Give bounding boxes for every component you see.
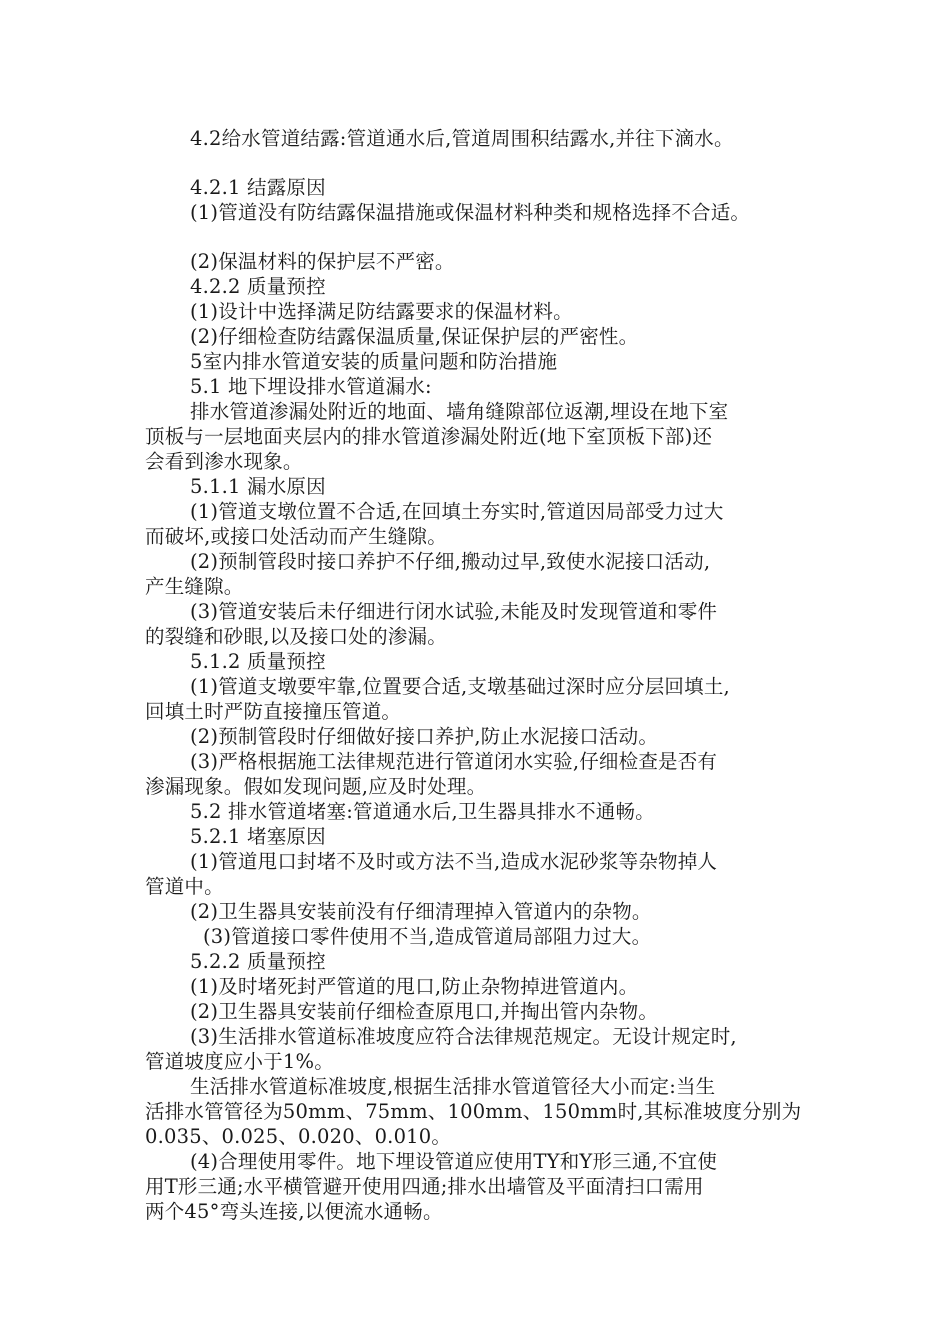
paragraph-line: (2)卫生器具安装前仔细检查原甩口,并掏出管内杂物。: [190, 1000, 659, 1023]
section-5-1-1-heading: 5.1.1 漏水原因: [190, 475, 326, 498]
paragraph-line: (2)保温材料的保护层不严密。: [190, 250, 455, 273]
section-5-1-2-heading: 5.1.2 质量预控: [190, 650, 326, 673]
paragraph-line: 会看到渗水现象。: [145, 450, 303, 473]
paragraph-line: (2)预制管段时接口养护不仔细,搬动过早,致使水泥接口活动,: [190, 550, 711, 573]
paragraph-line: (2)卫生器具安装前没有仔细清理掉入管道内的杂物。: [190, 900, 652, 923]
section-5-2-heading: 5.2 排水管道堵塞:管道通水后,卫生器具排水不通畅。: [190, 800, 655, 823]
paragraph-line: (1)管道支墩要牢靠,位置要合适,支墩基础过深时应分层回填土,: [190, 675, 730, 698]
paragraph-line: 顶板与一层地面夹层内的排水管道渗漏处附近(地下室顶板下部)还: [145, 425, 713, 448]
paragraph-line: (3)管道接口零件使用不当,造成管道局部阻力过大。: [203, 925, 652, 948]
paragraph-line: (1)设计中选择满足防结露要求的保温材料。: [190, 300, 573, 323]
paragraph-line: 0.035、0.025、0.020、0.010。: [145, 1125, 452, 1148]
paragraph-line: 活排水管管径为50mm、75mm、100mm、150mm时,其标准坡度分别为: [145, 1100, 802, 1123]
paragraph-line: (1)管道支墩位置不合适,在回填土夯实时,管道因局部受力过大: [190, 500, 724, 523]
paragraph-line: 管道中。: [145, 875, 224, 898]
section-5-2-2-heading: 5.2.2 质量预控: [190, 950, 326, 973]
paragraph-line: 而破坏,或接口处活动而产生缝隙。: [145, 525, 447, 548]
paragraph-line: 用T形三通;水平横管避开使用四通;排水出墙管及平面清扫口需用: [145, 1175, 704, 1198]
paragraph-line: (2)预制管段时仔细做好接口养护,防止水泥接口活动。: [190, 725, 659, 748]
paragraph-line: (1)及时堵死封严管道的甩口,防止杂物掉进管道内。: [190, 975, 639, 998]
section-4-2-2-heading: 4.2.2 质量预控: [190, 275, 326, 298]
paragraph-line: (3)生活排水管道标准坡度应符合法律规范规定。无设计规定时,: [190, 1025, 737, 1048]
paragraph-line: 两个45°弯头连接,以便流水通畅。: [145, 1200, 443, 1223]
paragraph-line: 回填土时严防直接撞压管道。: [145, 700, 402, 723]
paragraph-line: (1)管道没有防结露保温措施或保温材料种类和规格选择不合适。: [190, 201, 751, 224]
section-4-2-1-heading: 4.2.1 结露原因: [190, 176, 326, 199]
paragraph-line: (1)管道甩口封堵不及时或方法不当,造成水泥砂浆等杂物掉人: [190, 850, 718, 873]
section-4-2-heading: 4.2给水管道结露:管道通水后,管道周围积结露水,并往下滴水。: [190, 127, 734, 150]
section-5-1-heading: 5.1 地下埋设排水管道漏水:: [190, 375, 432, 398]
section-5-2-1-heading: 5.2.1 堵塞原因: [190, 825, 326, 848]
section-5-heading: 5室内排水管道安装的质量问题和防治措施: [190, 350, 558, 373]
paragraph-line: (3)管道安装后未仔细进行闭水试验,未能及时发现管道和零件: [190, 600, 718, 623]
paragraph-line: 产生缝隙。: [145, 575, 244, 598]
paragraph-line: 生活排水管道标准坡度,根据生活排水管道管径大小而定:当生: [190, 1075, 716, 1098]
paragraph-line: 渗漏现象。假如发现问题,应及时处理。: [145, 775, 487, 798]
paragraph-line: 管道坡度应小于1%。: [145, 1050, 334, 1073]
paragraph-line: (2)仔细检查防结露保温质量,保证保护层的严密性。: [190, 325, 639, 348]
paragraph-line: 排水管道渗漏处附近的地面、墙角缝隙部位返潮,埋设在地下室: [190, 400, 729, 423]
paragraph-line: (3)严格根据施工法律规范进行管道闭水实验,仔细检查是否有: [190, 750, 718, 773]
paragraph-line: 的裂缝和砂眼,以及接口处的渗漏。: [145, 625, 447, 648]
paragraph-line: (4)合理使用零件。地下埋设管道应使用TY和Y形三通,不宜使: [190, 1150, 718, 1173]
